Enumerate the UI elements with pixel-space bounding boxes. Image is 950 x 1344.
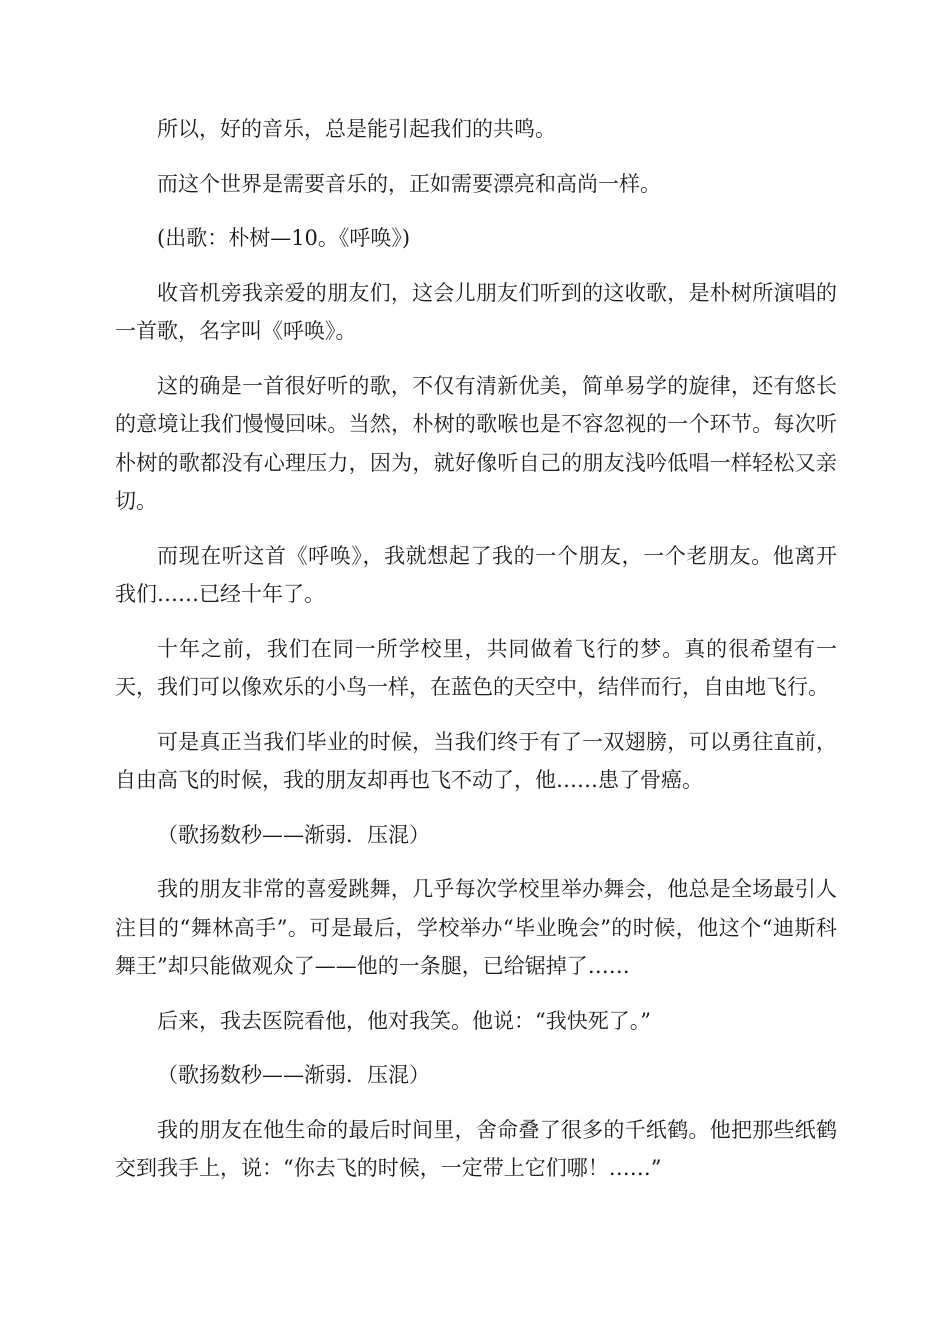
paragraph-12: （歌扬数秒——渐弱．压混） bbox=[157, 1063, 430, 1087]
paragraph-11: 后来，我去医院看他，他对我笑。他说：“我快死了。” bbox=[157, 1008, 651, 1033]
paragraph-2: 而这个世界是需要音乐的，正如需要漂亮和高尚一样。 bbox=[157, 171, 661, 196]
paragraph-1: 所以，好的音乐，总是能引起我们的共鸣。 bbox=[157, 117, 556, 141]
paragraph-4: 收音机旁我亲爱的朋友们，这会儿朋友们听到的这收歌，是朴树所演唱的一首歌，名字叫《呼唤》。 bbox=[115, 280, 837, 343]
paragraph-8: 可是真正当我们毕业的时候，当我们终于有了一双翅膀，可以勇往直前，自由高飞的时候，我的朋友却再也飞不动了，他……患了骨癌。 bbox=[115, 729, 837, 792]
paragraph-7: 十年之前，我们在同一所学校里，共同做着飞行的梦。真的很希望有一天，我们可以像欢乐的小鸟一样，在蓝色的天空中，结伴而行，自由地飞行。 bbox=[115, 636, 837, 699]
paragraph-3: (出歌：朴树—10。《呼唤》) bbox=[157, 226, 411, 250]
paragraph-10: 我的朋友非常的喜爱跳舞，几乎每次学校里举办舞会，他总是全场最引人注目的“舞林高手”。可是最后，学校举办“毕业晚会”的时候，他这个“迪斯科舞王”却只能做观众了——他的一条腿，已给锯掉了…… bbox=[115, 877, 837, 978]
paragraph-9: （歌扬数秒——渐弱．压混） bbox=[157, 822, 430, 847]
document-page bbox=[115, 110, 837, 1204]
paragraph-6: 而现在听这首《呼唤》，我就想起了我的一个朋友，一个老朋友。他离开我们……已经十年了。 bbox=[115, 543, 837, 606]
paragraph-13: 我的朋友在他生命的最后时间里，舍命叠了很多的千纸鹤。他把那些纸鹤交到我手上，说：“你去飞的时候，一定带上它们哪！……” bbox=[115, 1117, 837, 1180]
paragraph-5: 这的确是一首很好听的歌，不仅有清新优美，简单易学的旋律，还有悠长的意境让我们慢慢回味。当然，朴树的歌喉也是不容忽视的一个环节。每次听朴树的歌都没有心理压力，因为，就好像听自己的朋友浅吟低唱一样轻松又亲切。 bbox=[115, 373, 837, 513]
